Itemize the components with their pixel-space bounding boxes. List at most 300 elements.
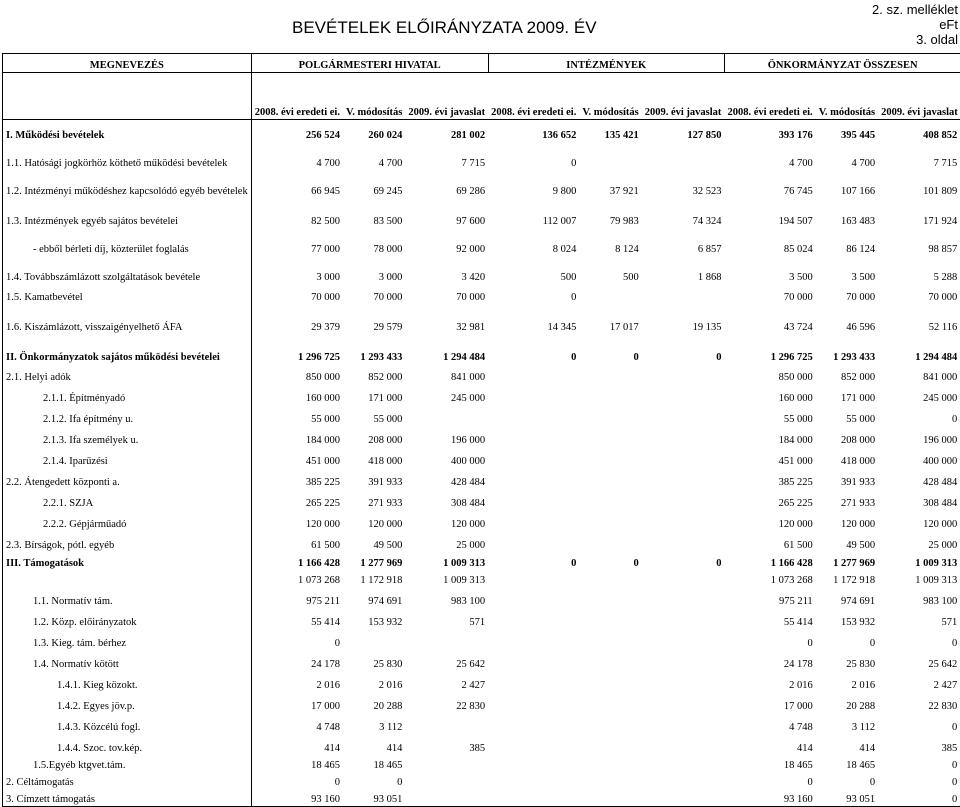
cell-value xyxy=(579,426,641,447)
table-row xyxy=(3,405,960,426)
row-label: 2.1. Helyi adók xyxy=(3,364,252,384)
table-row xyxy=(3,552,960,570)
cell-value: 19 135 xyxy=(642,304,725,334)
cell-value: 428 484 xyxy=(405,468,488,489)
cell-value: 395 445 xyxy=(816,120,878,143)
cell-value: 29 379 xyxy=(251,304,343,334)
cell-value: 418 000 xyxy=(343,447,405,468)
table-row xyxy=(3,198,960,228)
cell-value: 136 652 xyxy=(488,120,579,143)
cell-value: 120 000 xyxy=(251,510,343,531)
cell-value xyxy=(488,734,579,755)
cell-value: 308 484 xyxy=(405,489,488,510)
cell-value: 3 500 xyxy=(816,256,878,284)
cell-value xyxy=(579,384,641,405)
table-row xyxy=(3,755,960,772)
cell-value: 97 600 xyxy=(405,198,488,228)
cell-value: 46 596 xyxy=(816,304,878,334)
cell-value: 55 414 xyxy=(251,608,343,629)
cell-value: 70 000 xyxy=(816,284,878,304)
cell-value: 112 007 xyxy=(488,198,579,228)
cell-value: 841 000 xyxy=(405,364,488,384)
cell-value: 3 000 xyxy=(343,256,405,284)
cell-value: 852 000 xyxy=(816,364,878,384)
table-row xyxy=(3,426,960,447)
row-label: - ebből bérleti díj, közterület foglalás xyxy=(3,228,252,256)
cell-value: 32 523 xyxy=(642,170,725,198)
cell-value xyxy=(405,713,488,734)
cell-value: 107 166 xyxy=(816,170,878,198)
subcol-header: 2009. évi javaslat xyxy=(878,73,960,120)
cell-value xyxy=(579,692,641,713)
table-row xyxy=(3,120,960,143)
cell-value: 18 465 xyxy=(816,755,878,772)
cell-value: 160 000 xyxy=(724,384,815,405)
name-column-header: MEGNEVEZÉS xyxy=(3,54,252,73)
cell-value: 32 981 xyxy=(405,304,488,334)
cell-value: 451 000 xyxy=(724,447,815,468)
cell-value: 22 830 xyxy=(878,692,960,713)
group-header-intezmenyek: INTÉZMÉNYEK xyxy=(488,54,724,73)
cell-value: 163 483 xyxy=(816,198,878,228)
cell-value: 184 000 xyxy=(251,426,343,447)
table-row xyxy=(3,713,960,734)
cell-value xyxy=(405,755,488,772)
cell-value: 571 xyxy=(878,608,960,629)
row-label: 1.6. Kiszámlázott, visszaigényelhető ÁFA xyxy=(3,304,252,334)
cell-value xyxy=(642,284,725,304)
cell-value xyxy=(488,755,579,772)
cell-value xyxy=(488,364,579,384)
cell-value: 2 016 xyxy=(343,671,405,692)
page-number: 3. oldal xyxy=(872,32,958,47)
cell-value xyxy=(642,587,725,608)
cell-value: 69 286 xyxy=(405,170,488,198)
cell-value: 841 000 xyxy=(878,364,960,384)
row-label: II. Önkormányzatok sajátos működési bevételei xyxy=(3,334,252,364)
cell-value xyxy=(579,468,641,489)
cell-value: 5 288 xyxy=(878,256,960,284)
cell-value: 3 112 xyxy=(816,713,878,734)
cell-value xyxy=(579,789,641,807)
cell-value: 43 724 xyxy=(724,304,815,334)
table-row xyxy=(3,692,960,713)
cell-value xyxy=(488,772,579,789)
row-label: 1.1. Normatív tám. xyxy=(3,587,252,608)
row-label: 2.3. Bírságok, pótl. egyéb xyxy=(3,531,252,552)
cell-value: 196 000 xyxy=(878,426,960,447)
cell-value xyxy=(488,510,579,531)
row-label: 1.5. Kamatbevétel xyxy=(3,284,252,304)
cell-value: 3 112 xyxy=(343,713,405,734)
cell-value: 98 857 xyxy=(878,228,960,256)
row-label xyxy=(3,570,252,587)
cell-value xyxy=(642,489,725,510)
row-label: 3. Címzett támogatás xyxy=(3,789,252,807)
cell-value: 1 166 428 xyxy=(251,552,343,570)
row-label: 1.4.3. Közcélú fogl. xyxy=(3,713,252,734)
cell-value: 17 000 xyxy=(251,692,343,713)
cell-value: 120 000 xyxy=(405,510,488,531)
cell-value: 245 000 xyxy=(878,384,960,405)
cell-value xyxy=(488,405,579,426)
cell-value: 500 xyxy=(488,256,579,284)
table-row xyxy=(3,629,960,650)
appendix-note xyxy=(872,2,958,47)
row-label: 1.4.4. Szoc. tov.kép. xyxy=(3,734,252,755)
cell-value: 4 748 xyxy=(251,713,343,734)
cell-value xyxy=(405,405,488,426)
cell-value xyxy=(642,713,725,734)
cell-value: 0 xyxy=(251,629,343,650)
cell-value: 0 xyxy=(579,552,641,570)
row-label: 2.1.2. Ifa építmény u. xyxy=(3,405,252,426)
cell-value xyxy=(642,671,725,692)
cell-value: 1 073 268 xyxy=(251,570,343,587)
subcol-header: 2009. évi javaslat xyxy=(642,73,725,120)
cell-value xyxy=(488,384,579,405)
cell-value: 61 500 xyxy=(724,531,815,552)
row-label: 2.1.1. Építményadó xyxy=(3,384,252,405)
cell-value: 1 009 313 xyxy=(878,570,960,587)
cell-value: 1 296 725 xyxy=(724,334,815,364)
cell-value: 70 000 xyxy=(405,284,488,304)
cell-value: 18 465 xyxy=(724,755,815,772)
cell-value: 37 921 xyxy=(579,170,641,198)
cell-value: 850 000 xyxy=(251,364,343,384)
table-row xyxy=(3,284,960,304)
cell-value: 77 000 xyxy=(251,228,343,256)
subcol-header: 2009. évi javaslat xyxy=(405,73,488,120)
cell-value: 25 000 xyxy=(878,531,960,552)
cell-value xyxy=(343,629,405,650)
cell-value: 92 000 xyxy=(405,228,488,256)
table-row xyxy=(3,587,960,608)
cell-value: 70 000 xyxy=(343,284,405,304)
cell-value xyxy=(488,426,579,447)
cell-value: 400 000 xyxy=(878,447,960,468)
cell-value: 7 715 xyxy=(878,142,960,170)
subcol-header: V. módosítás xyxy=(579,73,641,120)
cell-value: 55 000 xyxy=(251,405,343,426)
table-row xyxy=(3,789,960,807)
cell-value: 171 000 xyxy=(343,384,405,405)
cell-value: 61 500 xyxy=(251,531,343,552)
cell-value: 3 000 xyxy=(251,256,343,284)
cell-value: 1 277 969 xyxy=(343,552,405,570)
cell-value xyxy=(579,755,641,772)
group-header-row xyxy=(3,54,960,73)
cell-value: 1 009 313 xyxy=(405,570,488,587)
cell-value xyxy=(642,142,725,170)
cell-value: 4 700 xyxy=(816,142,878,170)
cell-value xyxy=(579,713,641,734)
cell-value: 983 100 xyxy=(405,587,488,608)
row-label: 2. Céltámogatás xyxy=(3,772,252,789)
cell-value xyxy=(642,426,725,447)
cell-value: 135 421 xyxy=(579,120,641,143)
cell-value xyxy=(488,671,579,692)
cell-value: 120 000 xyxy=(878,510,960,531)
table-row xyxy=(3,334,960,364)
cell-value: 0 xyxy=(488,284,579,304)
cell-value: 101 809 xyxy=(878,170,960,198)
cell-value: 418 000 xyxy=(816,447,878,468)
cell-value: 1 009 313 xyxy=(405,552,488,570)
cell-value: 83 500 xyxy=(343,198,405,228)
cell-value xyxy=(488,650,579,671)
table-row xyxy=(3,608,960,629)
cell-value xyxy=(642,650,725,671)
cell-value xyxy=(642,447,725,468)
cell-value: 86 124 xyxy=(816,228,878,256)
cell-value: 66 945 xyxy=(251,170,343,198)
row-label: 1.1. Hatósági jogkörhöz köthető működési bevételek xyxy=(3,142,252,170)
cell-value: 1 166 428 xyxy=(724,552,815,570)
cell-value: 3 500 xyxy=(724,256,815,284)
row-label: 2.2.2. Gépjárműadó xyxy=(3,510,252,531)
cell-value: 55 414 xyxy=(724,608,815,629)
row-label: 1.4. Továbbszámlázott szolgáltatások bevétele xyxy=(3,256,252,284)
cell-value xyxy=(579,734,641,755)
cell-value: 0 xyxy=(488,334,579,364)
table-row xyxy=(3,650,960,671)
cell-value xyxy=(579,284,641,304)
row-label: III. Támogatások xyxy=(3,552,252,570)
cell-value: 3 420 xyxy=(405,256,488,284)
row-label: 2.2.1. SZJA xyxy=(3,489,252,510)
row-label: 2.1.4. Iparűzési xyxy=(3,447,252,468)
row-label: I. Működési bevételek xyxy=(3,120,252,143)
table-row xyxy=(3,256,960,284)
cell-value: 93 160 xyxy=(251,789,343,807)
table-row xyxy=(3,570,960,587)
cell-value: 14 345 xyxy=(488,304,579,334)
cell-value: 120 000 xyxy=(724,510,815,531)
cell-value: 1 172 918 xyxy=(816,570,878,587)
cell-value: 17 017 xyxy=(579,304,641,334)
cell-value: 17 000 xyxy=(724,692,815,713)
cell-value: 400 000 xyxy=(405,447,488,468)
cell-value: 2 427 xyxy=(878,671,960,692)
cell-value: 385 225 xyxy=(251,468,343,489)
cell-value: 391 933 xyxy=(343,468,405,489)
cell-value xyxy=(642,531,725,552)
cell-value: 265 225 xyxy=(724,489,815,510)
cell-value: 408 852 xyxy=(878,120,960,143)
cell-value: 79 983 xyxy=(579,198,641,228)
cell-value: 2 016 xyxy=(251,671,343,692)
cell-value: 974 691 xyxy=(816,587,878,608)
cell-value: 8 124 xyxy=(579,228,641,256)
cell-value: 120 000 xyxy=(343,510,405,531)
cell-value: 308 484 xyxy=(878,489,960,510)
cell-value: 196 000 xyxy=(405,426,488,447)
cell-value xyxy=(579,587,641,608)
group-header-hivatal: POLGÁRMESTERI HIVATAL xyxy=(251,54,488,73)
table-row xyxy=(3,228,960,256)
cell-value: 414 xyxy=(816,734,878,755)
cell-value: 52 116 xyxy=(878,304,960,334)
cell-value: 1 294 484 xyxy=(878,334,960,364)
row-label: 2.1.3. Ifa személyek u. xyxy=(3,426,252,447)
group-header-osszesen: ÖNKORMÁNYZAT ÖSSZESEN xyxy=(724,54,960,73)
cell-value: 1 073 268 xyxy=(724,570,815,587)
cell-value: 0 xyxy=(724,772,815,789)
cell-value: 184 000 xyxy=(724,426,815,447)
table-row xyxy=(3,384,960,405)
cell-value: 7 715 xyxy=(405,142,488,170)
cell-value xyxy=(405,772,488,789)
subcol-header: 2008. évi eredeti ei. xyxy=(724,73,815,120)
cell-value: 4 700 xyxy=(724,142,815,170)
cell-value: 194 507 xyxy=(724,198,815,228)
cell-value xyxy=(579,671,641,692)
cell-value xyxy=(488,629,579,650)
cell-value: 0 xyxy=(878,713,960,734)
cell-value: 0 xyxy=(579,334,641,364)
cell-value: 0 xyxy=(343,772,405,789)
cell-value xyxy=(488,692,579,713)
cell-value: 1 296 725 xyxy=(251,334,343,364)
cell-value: 24 178 xyxy=(724,650,815,671)
cell-value: 0 xyxy=(878,789,960,807)
cell-value: 0 xyxy=(488,142,579,170)
cell-value xyxy=(488,608,579,629)
cell-value: 171 924 xyxy=(878,198,960,228)
cell-value: 414 xyxy=(724,734,815,755)
currency-unit: eFt xyxy=(872,17,958,32)
appendix-number: 2. sz. melléklet xyxy=(872,2,958,17)
cell-value: 393 176 xyxy=(724,120,815,143)
cell-value: 271 933 xyxy=(343,489,405,510)
cell-value: 160 000 xyxy=(251,384,343,405)
cell-value: 49 500 xyxy=(816,531,878,552)
cell-value: 93 051 xyxy=(816,789,878,807)
cell-value: 93 160 xyxy=(724,789,815,807)
cell-value: 500 xyxy=(579,256,641,284)
cell-value: 4 700 xyxy=(343,142,405,170)
cell-value xyxy=(642,570,725,587)
cell-value: 22 830 xyxy=(405,692,488,713)
cell-value: 25 830 xyxy=(343,650,405,671)
cell-value: 975 211 xyxy=(724,587,815,608)
cell-value xyxy=(488,587,579,608)
subcol-header: 2008. évi eredeti ei. xyxy=(251,73,343,120)
cell-value xyxy=(642,384,725,405)
cell-value: 78 000 xyxy=(343,228,405,256)
cell-value xyxy=(579,531,641,552)
cell-value xyxy=(579,405,641,426)
cell-value xyxy=(642,468,725,489)
cell-value xyxy=(579,364,641,384)
name-column-spacer xyxy=(3,73,252,120)
cell-value xyxy=(579,608,641,629)
cell-value xyxy=(579,629,641,650)
cell-value: 153 932 xyxy=(816,608,878,629)
row-label: 2.2. Átengedett központi a. xyxy=(3,468,252,489)
cell-value: 20 288 xyxy=(343,692,405,713)
cell-value xyxy=(488,713,579,734)
row-label: 1.3. Intézmények egyéb sajátos bevételei xyxy=(3,198,252,228)
cell-value: 260 024 xyxy=(343,120,405,143)
cell-value xyxy=(642,789,725,807)
row-label: 1.4.2. Egyes jöv.p. xyxy=(3,692,252,713)
budget-table xyxy=(2,53,960,807)
cell-value: 127 850 xyxy=(642,120,725,143)
cell-value: 0 xyxy=(878,755,960,772)
cell-value xyxy=(579,447,641,468)
cell-value: 0 xyxy=(816,629,878,650)
cell-value: 25 830 xyxy=(816,650,878,671)
cell-value xyxy=(579,772,641,789)
cell-value: 1 277 969 xyxy=(816,552,878,570)
cell-value: 208 000 xyxy=(343,426,405,447)
cell-value xyxy=(642,692,725,713)
table-row xyxy=(3,304,960,334)
table-row xyxy=(3,510,960,531)
cell-value: 1 294 484 xyxy=(405,334,488,364)
cell-value xyxy=(488,489,579,510)
cell-value: 0 xyxy=(878,629,960,650)
cell-value: 0 xyxy=(878,405,960,426)
subcol-header: 2008. évi eredeti ei. xyxy=(488,73,579,120)
cell-value: 1 293 433 xyxy=(816,334,878,364)
cell-value: 0 xyxy=(816,772,878,789)
row-label: 1.3. Kieg. tám. bérhez xyxy=(3,629,252,650)
cell-value: 391 933 xyxy=(816,468,878,489)
cell-value xyxy=(405,629,488,650)
cell-value: 451 000 xyxy=(251,447,343,468)
cell-value: 69 245 xyxy=(343,170,405,198)
subcol-header: V. módosítás xyxy=(343,73,405,120)
cell-value: 0 xyxy=(878,772,960,789)
table-row xyxy=(3,170,960,198)
cell-value: 0 xyxy=(642,334,725,364)
cell-value: 153 932 xyxy=(343,608,405,629)
cell-value xyxy=(642,772,725,789)
cell-value: 428 484 xyxy=(878,468,960,489)
cell-value xyxy=(405,789,488,807)
cell-value: 49 500 xyxy=(343,531,405,552)
cell-value xyxy=(488,531,579,552)
cell-value: 29 579 xyxy=(343,304,405,334)
cell-value: 852 000 xyxy=(343,364,405,384)
cell-value: 55 000 xyxy=(816,405,878,426)
table-row xyxy=(3,772,960,789)
cell-value xyxy=(642,755,725,772)
table-row xyxy=(3,468,960,489)
cell-value: 271 933 xyxy=(816,489,878,510)
cell-value: 24 178 xyxy=(251,650,343,671)
row-label: 1.4.1. Kieg közokt. xyxy=(3,671,252,692)
cell-value xyxy=(579,650,641,671)
cell-value: 850 000 xyxy=(724,364,815,384)
cell-value xyxy=(488,468,579,489)
cell-value: 70 000 xyxy=(251,284,343,304)
cell-value xyxy=(579,570,641,587)
cell-value: 25 000 xyxy=(405,531,488,552)
table-row xyxy=(3,671,960,692)
cell-value: 414 xyxy=(343,734,405,755)
cell-value: 9 800 xyxy=(488,170,579,198)
cell-value: 171 000 xyxy=(816,384,878,405)
table-row xyxy=(3,142,960,170)
cell-value: 0 xyxy=(642,552,725,570)
cell-value: 265 225 xyxy=(251,489,343,510)
cell-value xyxy=(488,570,579,587)
cell-value: 1 009 313 xyxy=(878,552,960,570)
